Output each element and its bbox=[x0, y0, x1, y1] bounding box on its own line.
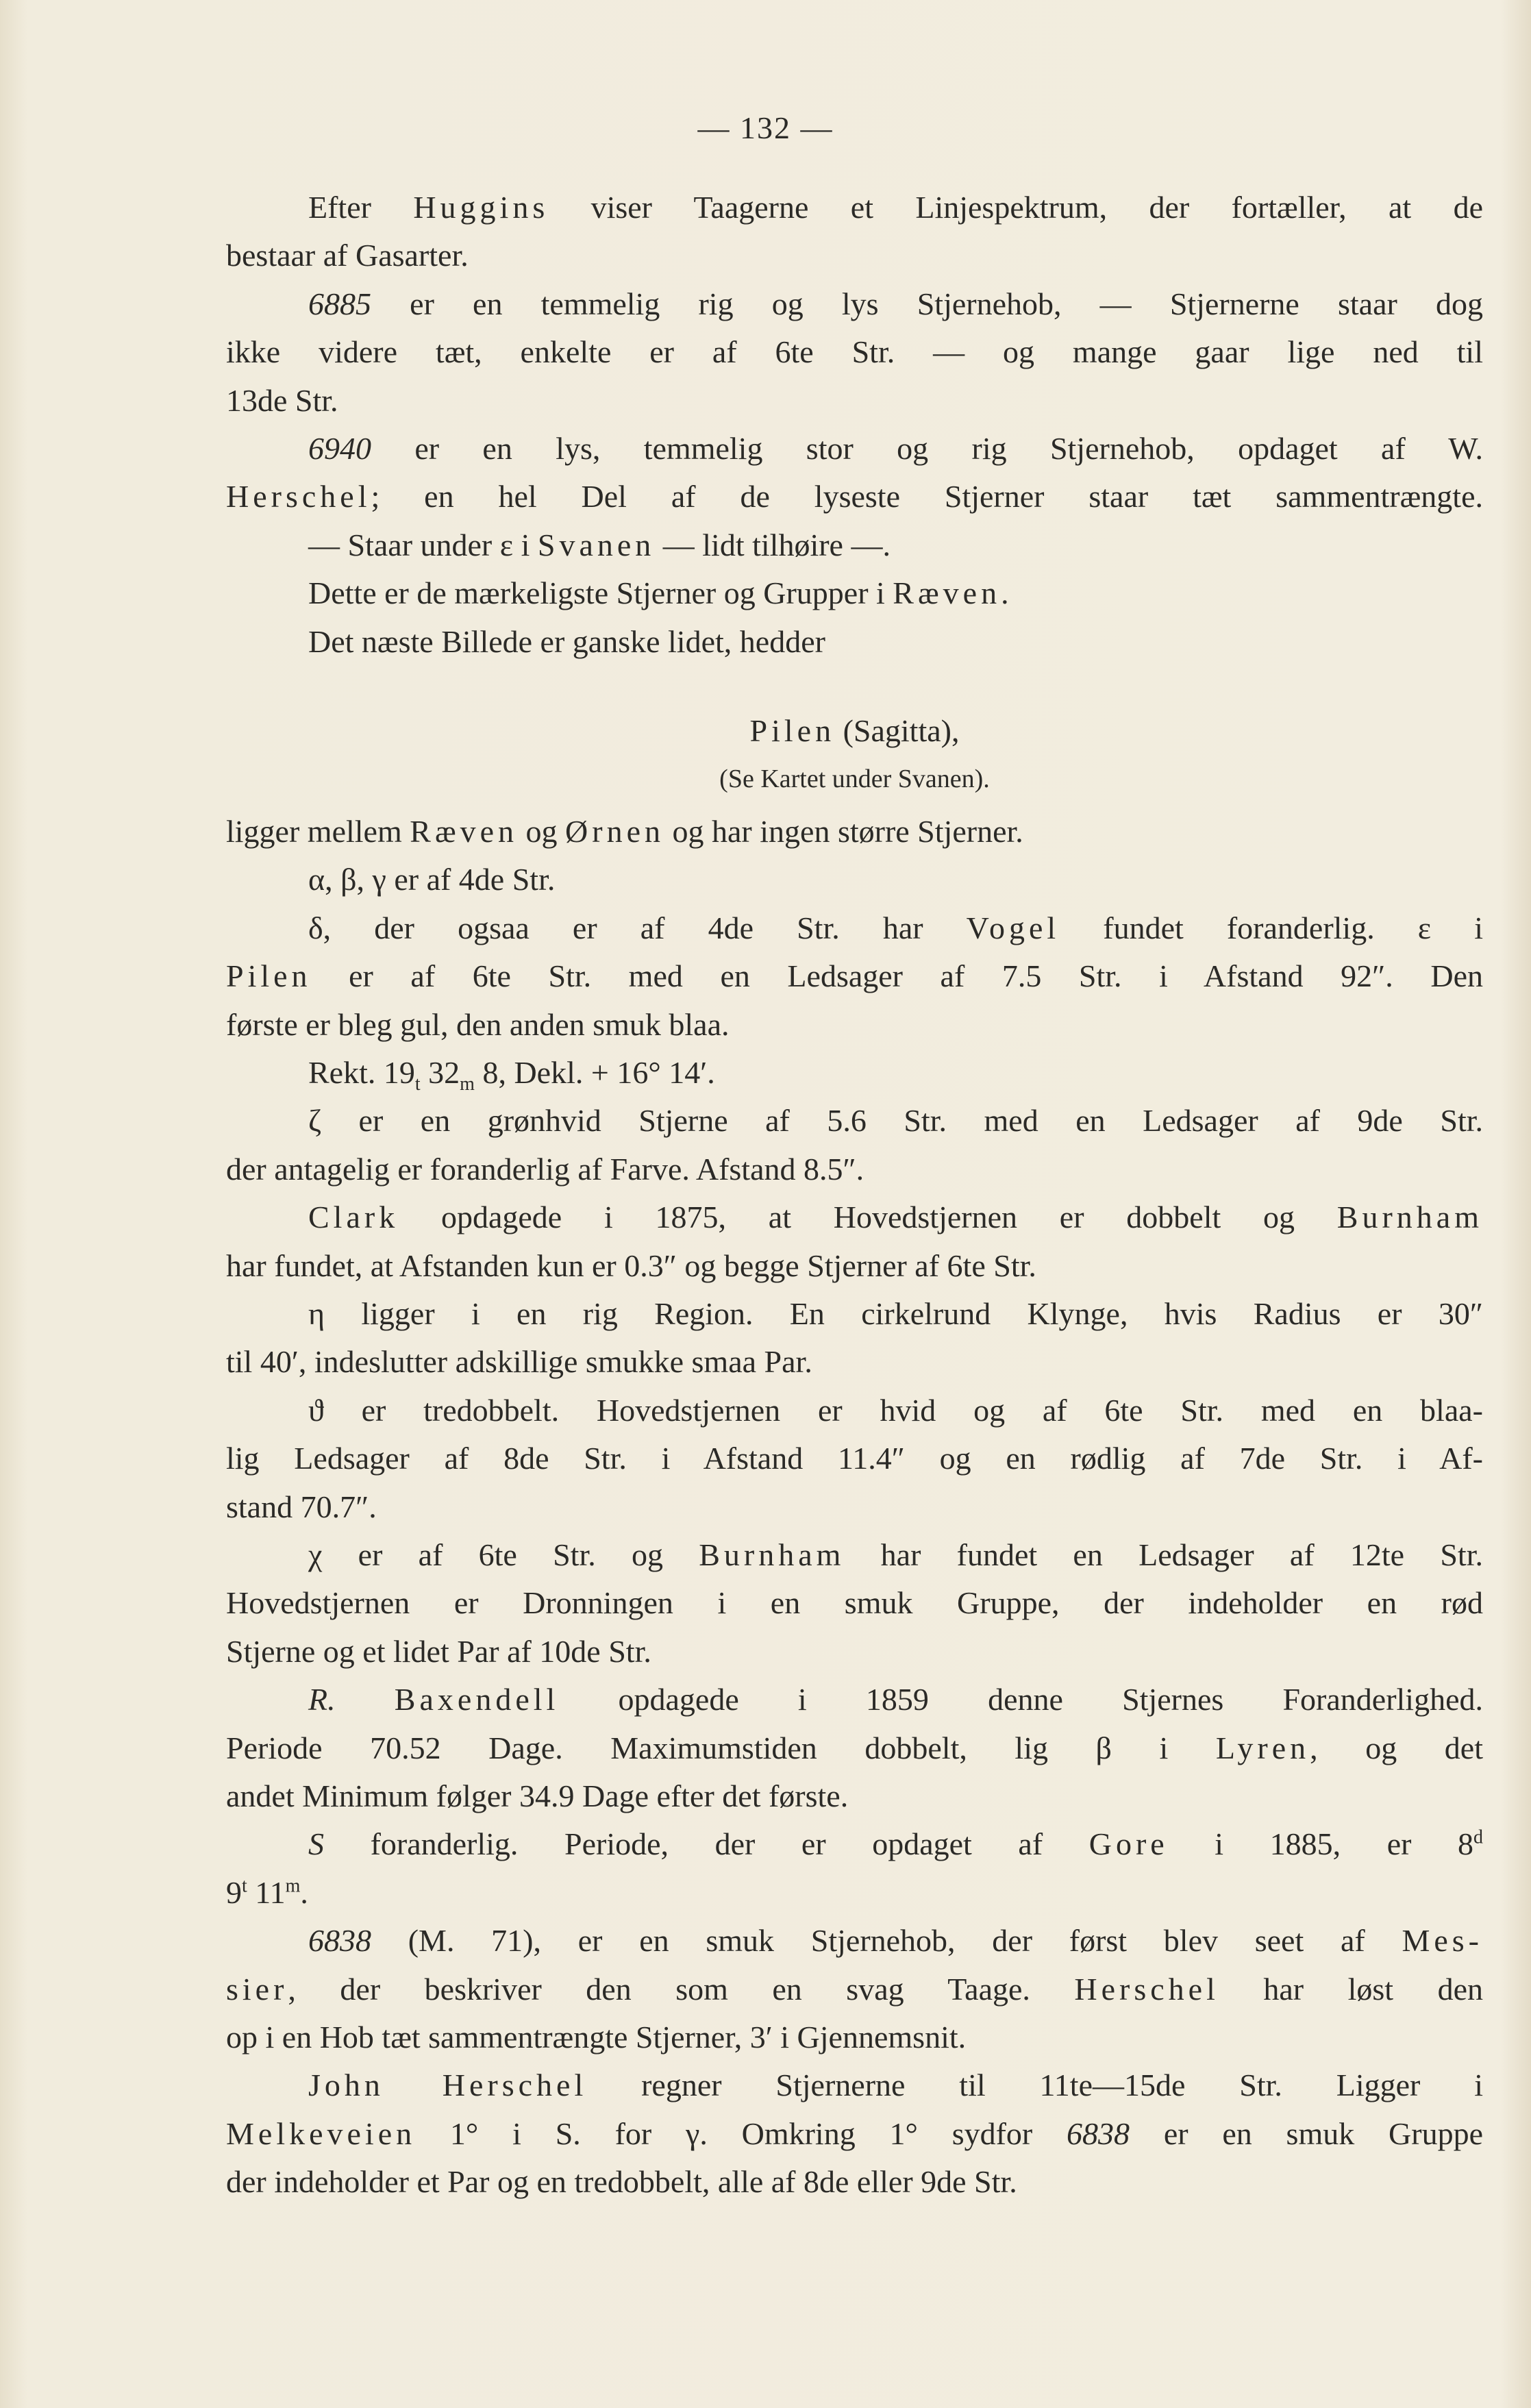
text-run: fundet foranderlig. ε i bbox=[1060, 910, 1483, 945]
text-run: (Sagitta), bbox=[835, 713, 960, 749]
text-line bbox=[226, 1531, 1483, 1579]
text-run: η ligger i en rig Region. En cirkelrund Klynge, hvis Radius er 30″ bbox=[308, 1295, 1483, 1331]
text-run: op i en Hob tæt sammentrængte Stjerner, 3′ i Gjennemsnit. bbox=[226, 2020, 967, 2055]
text-run: t bbox=[414, 1073, 421, 1095]
text-run: har løst den bbox=[1219, 1971, 1483, 2007]
text-run: i 1885, er 8 bbox=[1168, 1826, 1474, 1862]
text-run: opdagede i 1875, at Hovedstjernen er dobbelt og bbox=[399, 1200, 1337, 1235]
text-run: 9 bbox=[226, 1874, 242, 1910]
text-run: ikke videre tæt, enkelte er af 6te Str. — og mange gaar lige ned til bbox=[226, 334, 1483, 370]
text-run: d bbox=[1473, 1827, 1484, 1849]
text-run: ligger mellem bbox=[226, 813, 410, 849]
text-line bbox=[226, 377, 1483, 425]
text-line bbox=[226, 856, 1483, 904]
italic-term: 6940 bbox=[308, 431, 371, 467]
text-line bbox=[226, 1049, 1483, 1097]
spaced-name: Lyren bbox=[1215, 1730, 1310, 1765]
text-run: der indeholder et Par og en tredobbelt, alle af 8de eller 9de Str. bbox=[226, 2164, 1017, 2200]
text-run: og har ingen større Stjerner. bbox=[664, 813, 1023, 849]
spaced-name: Melkeveien bbox=[226, 2115, 416, 2151]
text-line bbox=[226, 280, 1483, 328]
text-run: 11 bbox=[247, 1874, 286, 1910]
text-line bbox=[226, 1772, 1483, 1820]
text-run: , og det bbox=[1310, 1730, 1483, 1765]
text-run: bestaar af Gasarter. bbox=[226, 238, 469, 273]
text-line bbox=[226, 1579, 1483, 1627]
text-run: er en lys, temmelig stor og rig Stjernehob, opdaget af W. bbox=[371, 431, 1483, 467]
spaced-name: Herschel bbox=[226, 479, 371, 514]
text-run: 13de Str. bbox=[226, 382, 338, 418]
page-number: — 132 — bbox=[697, 110, 834, 145]
text-run: — lidt tilhøire —. bbox=[655, 527, 891, 562]
text-line bbox=[226, 2110, 1483, 2158]
text-line bbox=[226, 618, 1483, 666]
spaced-name: Huggins bbox=[413, 190, 549, 225]
text-line bbox=[226, 1242, 1483, 1290]
text-line bbox=[226, 2061, 1483, 2109]
text-line bbox=[226, 2158, 1483, 2206]
text-line bbox=[226, 952, 1483, 1000]
text-run: ϑ er tredobbelt. Hovedstjernen er hvid og af 6te Str. med en blaa- bbox=[308, 1392, 1483, 1428]
spaced-name: Pilen bbox=[226, 958, 312, 994]
text-line bbox=[226, 1869, 1483, 1917]
text-run: der antagelig er foranderlig af Farve. Afstand 8.5″. bbox=[226, 1151, 864, 1187]
text-run: 8, Dekl. + 16° 14′. bbox=[474, 1054, 715, 1090]
spaced-name: Burnham bbox=[1336, 1200, 1483, 1235]
text-run: første er bleg gul, den anden smuk blaa. bbox=[226, 1006, 730, 1042]
spaced-name: Mes- bbox=[1402, 1923, 1483, 1959]
spaced-name: Ræven bbox=[893, 575, 1001, 611]
text-run: Rekt. 19 bbox=[308, 1054, 415, 1090]
text-run: Dette er de mærkeligste Stjerner og Grupper i bbox=[308, 575, 893, 611]
text-line bbox=[226, 1338, 1483, 1386]
spaced-name: John Herschel bbox=[308, 2068, 588, 2103]
text-line bbox=[226, 1628, 1483, 1676]
text-run: (Se Kartet under Svanen). bbox=[719, 765, 990, 794]
text-run: ; en hel Del af de lyseste Stjerner staar tæt sammentrængte. bbox=[371, 479, 1483, 514]
text-line bbox=[226, 808, 1483, 856]
text-line bbox=[226, 521, 1483, 569]
text-run: (M. 71), er en smuk Stjernehob, der først blev seet af bbox=[371, 1923, 1402, 1959]
text-run: α, β, γ er af 4de Str. bbox=[308, 862, 556, 897]
italic-term: R. bbox=[308, 1682, 336, 1717]
text-line bbox=[226, 425, 1483, 473]
spaced-name: Herschel bbox=[1074, 1971, 1219, 2007]
text-line bbox=[226, 569, 1483, 617]
text-run: t bbox=[242, 1875, 247, 1897]
text-line bbox=[226, 1483, 1483, 1531]
spaced-name: Ræven bbox=[410, 813, 519, 849]
text-line bbox=[226, 328, 1483, 376]
text-run: 32 bbox=[420, 1054, 460, 1090]
text-run: — Staar under ε i bbox=[308, 527, 538, 562]
text-run: m bbox=[460, 1073, 475, 1095]
text-run: og bbox=[518, 813, 566, 849]
text-run: til 40′, indeslutter adskillige smukke smaa Par. bbox=[226, 1344, 812, 1380]
text-run: foranderlig. Periode, der er opdaget af bbox=[324, 1826, 1089, 1862]
body-text bbox=[226, 184, 1483, 2207]
text-run: χ er af 6te Str. og bbox=[308, 1537, 699, 1572]
spaced-name: Vogel bbox=[966, 910, 1060, 945]
text-run: opdagede i 1859 denne Stjernes Foranderlighed. bbox=[559, 1682, 1484, 1717]
text-line bbox=[226, 1001, 1483, 1049]
section-subheading bbox=[226, 755, 1483, 803]
text-run: Det næste Billede er ganske lidet, hedder bbox=[308, 623, 825, 659]
text-run: , der beskriver den som en svag Taage. bbox=[288, 1971, 1075, 2007]
text-run: . bbox=[300, 1874, 308, 1910]
text-line bbox=[226, 1917, 1483, 1965]
text-line bbox=[226, 1290, 1483, 1338]
text-run: viser Taagerne et Linjespektrum, der fortæller, at de bbox=[549, 190, 1483, 225]
spaced-name: Ørnen bbox=[565, 813, 665, 849]
text-run: har fundet, at Afstanden kun er 0.3″ og begge Stjerner af 6te Str. bbox=[226, 1248, 1036, 1283]
text-run: Stjerne og et lidet Par af 10de Str. bbox=[226, 1633, 651, 1669]
text-run: Periode 70.52 Dage. Maximumstiden dobbelt, lig β i bbox=[226, 1730, 1216, 1765]
text-run: ζ er en grønhvid Stjerne af 5.6 Str. med en Ledsager af 9de Str. bbox=[308, 1103, 1483, 1139]
spaced-name: Gore bbox=[1088, 1826, 1169, 1862]
italic-term: 6838 bbox=[1067, 2115, 1130, 2151]
text-line bbox=[226, 1724, 1483, 1772]
text-run: δ, der ogsaa er af 4de Str. har bbox=[308, 910, 967, 945]
text-line bbox=[226, 1145, 1483, 1193]
text-line bbox=[226, 1965, 1483, 2013]
text-run: stand 70.7″. bbox=[226, 1489, 377, 1524]
text-run: lig Ledsager af 8de Str. i Afstand 11.4″ og en rødlig af 7de Str. i Af- bbox=[226, 1441, 1483, 1476]
text-line bbox=[226, 473, 1483, 521]
text-run: er en smuk Gruppe bbox=[1130, 2115, 1483, 2151]
text-run bbox=[336, 1682, 395, 1717]
spaced-name: Svanen bbox=[537, 527, 656, 562]
text-run: regner Stjernerne til 11te—15de Str. Ligger i bbox=[587, 2068, 1483, 2103]
italic-term: S bbox=[308, 1826, 324, 1862]
text-run: er en temmelig rig og lys Stjernehob, — Stjernerne staar dog bbox=[371, 286, 1483, 321]
spaced-name: Baxendell bbox=[394, 1682, 560, 1717]
text-line bbox=[226, 1387, 1483, 1435]
spaced-name: sier bbox=[226, 1971, 288, 2007]
text-line bbox=[226, 1193, 1483, 1241]
spaced-name: Clark bbox=[308, 1200, 399, 1235]
text-line bbox=[226, 1097, 1483, 1145]
section-heading bbox=[226, 707, 1483, 755]
text-run: har fundet en Ledsager af 12te Str. bbox=[845, 1537, 1483, 1572]
italic-term: 6838 bbox=[308, 1923, 371, 1959]
text-line bbox=[226, 904, 1483, 952]
text-run: Hovedstjernen er Dronningen i en smuk Gruppe, der indeholder en rød bbox=[226, 1585, 1483, 1621]
text-run: Efter bbox=[308, 190, 414, 225]
text-run: 1° i S. for γ. Omkring 1° sydfor bbox=[416, 2115, 1067, 2151]
text-line bbox=[226, 1820, 1483, 1868]
text-run: m bbox=[285, 1875, 301, 1897]
italic-term: 6885 bbox=[308, 286, 371, 321]
text-line bbox=[226, 1435, 1483, 1482]
text-line bbox=[226, 184, 1483, 232]
text-run: er af 6te Str. med en Ledsager af 7.5 Str. i Afstand 92″. Den bbox=[311, 958, 1483, 994]
text-line bbox=[226, 1676, 1483, 1724]
text-run: . bbox=[1001, 575, 1009, 611]
text-line bbox=[226, 2013, 1483, 2061]
spaced-name: Burnham bbox=[699, 1537, 845, 1572]
spaced-name: Pilen bbox=[749, 713, 836, 749]
text-run: andet Minimum følger 34.9 Dage efter det første. bbox=[226, 1778, 849, 1813]
text-line bbox=[226, 232, 1483, 280]
